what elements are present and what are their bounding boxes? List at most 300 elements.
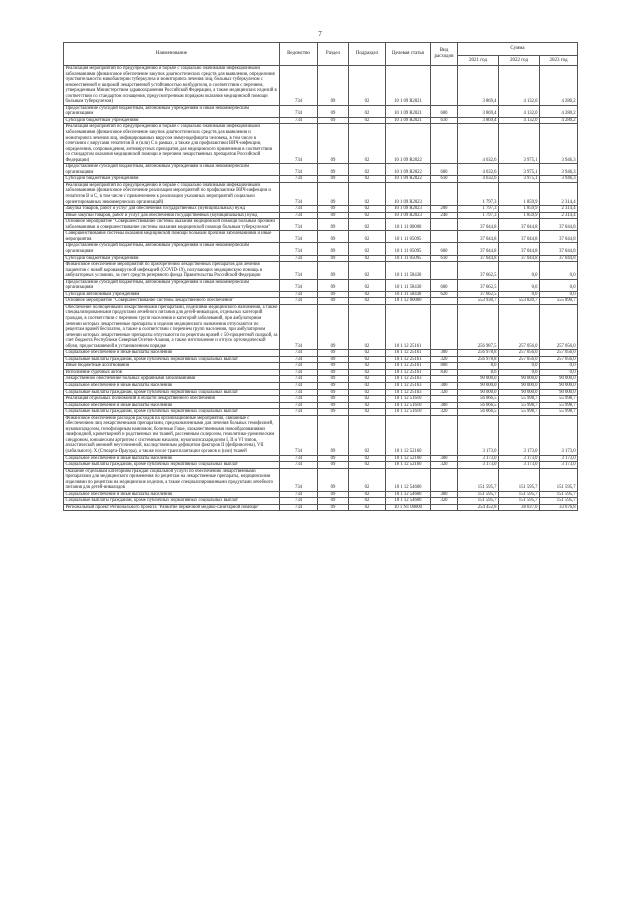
cell-2023: 3 946,3 — [540, 176, 578, 183]
cell-dept: 734 — [280, 389, 318, 396]
cell-2023: 55 998,7 — [540, 402, 578, 409]
cell-dept: 734 — [280, 304, 318, 349]
cell-name: Предоставление субсидий бюджетным, автономным учреждениям и иным некоммерческим организациям — [64, 243, 280, 255]
cell-type: 600 — [431, 279, 458, 291]
cell-section: 09 — [318, 182, 349, 205]
cell-subsection: 02 — [349, 219, 386, 231]
header-row — [64, 43, 578, 56]
cell-name: Закупка товаров, работ и услуг для обеспечения государственных (муниципальных) нужд — [64, 206, 280, 213]
cell-2021: 3 869,4 — [458, 105, 499, 117]
budget-table — [63, 42, 578, 511]
header-section: Раздел — [318, 43, 349, 66]
cell-2023: 2 314,4 — [540, 212, 578, 219]
cell-section: 09 — [318, 455, 349, 462]
cell-2023: 0,0 — [540, 262, 578, 280]
cell-section: 09 — [318, 206, 349, 213]
cell-type — [431, 504, 458, 511]
cell-2021: 254 452,8 — [458, 504, 499, 511]
cell-name: Исполнение судебных актов — [64, 369, 280, 376]
cell-target: 10 1 12 54600 — [386, 491, 431, 498]
cell-name: Социальное обеспечение и иные выплаты населению — [64, 350, 280, 357]
cell-target: 10 1 12 54600 — [386, 498, 431, 505]
cell-2021: 256 978,8 — [458, 356, 499, 363]
cell-dept: 734 — [280, 455, 318, 462]
cell-dept: 734 — [280, 262, 318, 280]
cell-type: 600 — [431, 243, 458, 255]
cell-2022: 37 044,8 — [499, 231, 540, 243]
cell-2022: 55 998,7 — [499, 402, 540, 409]
cell-dept: 734 — [280, 396, 318, 403]
cell-subsection: 02 — [349, 212, 386, 219]
cell-2022: 257 056,0 — [499, 304, 540, 349]
cell-subsection: 02 — [349, 468, 386, 491]
cell-name: Субсидии автономным учреждениям — [64, 291, 280, 298]
cell-section: 09 — [318, 291, 349, 298]
table-row — [64, 415, 578, 455]
cell-2021: 37 044,8 — [458, 231, 499, 243]
cell-subsection: 02 — [349, 462, 386, 469]
cell-2022: 1 859,9 — [499, 212, 540, 219]
cell-2021: 90 000,0 — [458, 382, 499, 389]
cell-target: 10 1 12 25163 — [386, 382, 431, 389]
cell-name: Социальное обеспечение и иные выплаты населению — [64, 491, 280, 498]
cell-dept: 734 — [280, 291, 318, 298]
cell-subsection: 02 — [349, 105, 386, 117]
cell-section: 09 — [318, 279, 349, 291]
cell-2023: 55 998,7 — [540, 409, 578, 416]
cell-type: 600 — [431, 105, 458, 117]
cell-name: Предоставление субсидий бюджетным, автономным учреждениям и иным некоммерческим организациям — [64, 279, 280, 291]
cell-dept: 734 — [280, 504, 318, 511]
cell-subsection: 02 — [349, 389, 386, 396]
cell-2021: 151 595,7 — [458, 491, 499, 498]
cell-2021: 4 632,6 — [458, 164, 499, 176]
table-row — [64, 243, 578, 255]
cell-2023: 4 280,2 — [540, 117, 578, 124]
table-row — [64, 304, 578, 349]
cell-subsection: 02 — [349, 396, 386, 403]
cell-name: Финансовое обеспечение мероприятий по приобретению лекарственных препаратов для лечения пациентов с новой коронавирусной инфекцией (COVID-19), получающих медицинскую помощь в амбулаторных условиях, за счет средств резервного фонда Правительства Российской Федерации — [64, 262, 280, 280]
header-type: Вид расходов — [431, 43, 458, 66]
cell-2023: 555 890,7 — [540, 298, 578, 305]
cell-dept: 734 — [280, 212, 318, 219]
cell-section: 09 — [318, 468, 349, 491]
cell-type: 320 — [431, 356, 458, 363]
table-row — [64, 504, 578, 511]
cell-name: Социальное обеспечение и иные выплаты населению — [64, 455, 280, 462]
cell-type: 320 — [431, 409, 458, 416]
cell-type: 600 — [431, 164, 458, 176]
header-name: Наименование — [64, 43, 280, 66]
table-row — [64, 279, 578, 291]
cell-2023: 257 056,0 — [540, 356, 578, 363]
cell-target: 10 1 12 52160 — [386, 462, 431, 469]
header-target: Целевая статья — [386, 43, 431, 66]
cell-2021: 37 662,5 — [458, 291, 499, 298]
cell-section: 09 — [318, 231, 349, 243]
cell-2021: 37 044,8 — [458, 219, 499, 231]
cell-section: 09 — [318, 363, 349, 370]
table-row — [64, 124, 578, 164]
cell-2022: 3 975,1 — [499, 164, 540, 176]
cell-2021: 151 595,7 — [458, 498, 499, 505]
cell-target: 10 1 09 R2021 — [386, 105, 431, 117]
cell-dept: 734 — [280, 206, 318, 213]
cell-2023: 37 044,8 — [540, 231, 578, 243]
cell-target: 10 1 09 R2023 — [386, 182, 431, 205]
cell-name: Предоставление субсидий бюджетным, автономным учреждениям и иным некоммерческим организациям — [64, 164, 280, 176]
cell-name: Субсидии бюджетным учреждениям — [64, 117, 280, 124]
cell-type: 320 — [431, 462, 458, 469]
cell-name: Субсидии бюджетным учреждениям — [64, 255, 280, 262]
cell-subsection: 02 — [349, 231, 386, 243]
cell-section: 09 — [318, 117, 349, 124]
cell-2022: 3 975,1 — [499, 176, 540, 183]
cell-2023: 3 173,0 — [540, 415, 578, 455]
cell-section: 09 — [318, 124, 349, 164]
cell-subsection: 02 — [349, 350, 386, 357]
cell-2021: 256 987,5 — [458, 304, 499, 349]
cell-target: 10 1 09 R2022 — [386, 176, 431, 183]
cell-type: 610 — [431, 117, 458, 124]
cell-section: 09 — [318, 396, 349, 403]
cell-dept: 734 — [280, 182, 318, 205]
cell-2023: 4 280,2 — [540, 105, 578, 117]
cell-2021: 553 930,7 — [458, 298, 499, 305]
cell-2023: 2 314,4 — [540, 206, 578, 213]
cell-2022: 1 859,9 — [499, 182, 540, 205]
cell-name: Реализация мероприятий по предупреждению и борьбе с социально значимыми инфекционными заболеваниями (финансовое обеспечение закупок диагностических средств для выявления и мониторинга лечения лиц, инфицированных вирусом иммунодефицита человека, в том числе в сочетании с вирусами гепатитов B и (или) C в рамках, а также для профилактики ВИЧ-инфекции, определения, сопровождения, антивирусных препаратов для медицинского применения в соответствии со стандартом оказания медицинской помощи и перечнем лекарственных препаратов Российской Федерации) — [64, 124, 280, 164]
cell-name: Обеспечение полноценными лекарственными препаратами, изделиями медицинского назначения, а также специализированными продуктами лечебного питания для детей-инвалидов, отдельных категорий граждан, в соответствии с перечнем групп населения и категорий заболеваний, при амбулаторном лечении которых лекарственные препараты и изделия медицинского назначения отпускаются по рецептам врачей бесплатно, а также в соответствии с перечнем групп населения, при амбулаторном лечении которых лекарственные препараты отпускаются по рецептам врачей с 50-процентной скидкой, за счет бюджета Республики Северная Осетия-Алания, а также изготовление и отпуск ортопедической обуви, предоставляемой в установленном порядке — [65, 304, 278, 349]
cell-2021: 4 632,6 — [458, 176, 499, 183]
cell-2022: 37 044,8 — [499, 243, 540, 255]
cell-section: 09 — [318, 402, 349, 409]
cell-2021: 56 066,5 — [458, 409, 499, 416]
cell-target: 10 1 12 51610 — [386, 409, 431, 416]
cell-name: Лекарственное обеспечение больных орфанными заболеваниями — [64, 376, 280, 383]
cell-subsection: 02 — [349, 176, 386, 183]
cell-2022: 0,0 — [499, 363, 540, 370]
cell-section: 09 — [318, 243, 349, 255]
cell-name: Региональный проект Регионального проекта "Развитие первичной медико-санитарной помощи" — [64, 504, 280, 511]
cell-dept: 734 — [280, 298, 318, 305]
cell-2022: 3 173,0 — [499, 455, 540, 462]
cell-2022: 55 998,7 — [499, 396, 540, 403]
cell-name: Предоставление субсидий бюджетным, автономным учреждениям и иным некоммерческим организациям — [64, 105, 280, 117]
cell-type: 200 — [431, 206, 458, 213]
cell-target: 10 1 12 25161 — [386, 304, 431, 349]
cell-2023: 3 946,3 — [540, 164, 578, 176]
cell-name: Субсидии бюджетным учреждениям — [64, 176, 280, 183]
cell-2022: 0,0 — [499, 262, 540, 280]
cell-2021: 56 066,5 — [458, 402, 499, 409]
cell-2022: 257 056,0 — [499, 356, 540, 363]
cell-2022: 257 056,0 — [499, 350, 540, 357]
cell-type: 610 — [431, 255, 458, 262]
cell-2022: 37 044,8 — [499, 255, 540, 262]
cell-dept: 734 — [280, 176, 318, 183]
cell-target: 10 1 11 58430 — [386, 279, 431, 291]
cell-2021: 256 978,8 — [458, 350, 499, 357]
cell-2021: 3 869,4 — [458, 66, 499, 106]
cell-2023: 2 314,4 — [540, 182, 578, 205]
cell-dept: 734 — [280, 369, 318, 376]
cell-section: 09 — [318, 415, 349, 455]
cell-target: 10 1 N1 00000 — [386, 504, 431, 511]
cell-type: 300 — [431, 455, 458, 462]
cell-2021: 8,6 — [458, 369, 499, 376]
cell-2022: 4 132,0 — [499, 105, 540, 117]
cell-subsection: 02 — [349, 369, 386, 376]
cell-type — [431, 66, 458, 106]
cell-2023: 37 044,8 — [540, 243, 578, 255]
cell-section: 09 — [318, 212, 349, 219]
cell-2022: 4 132,0 — [499, 66, 540, 106]
cell-name: Социальное обеспечение и иные выплаты населению — [64, 382, 280, 389]
cell-2023: 0,0 — [540, 279, 578, 291]
table-body — [64, 66, 578, 511]
cell-type: 300 — [431, 382, 458, 389]
cell-2023: 0,0 — [540, 363, 578, 370]
cell-section: 09 — [318, 298, 349, 305]
cell-2023: 90 000,0 — [540, 389, 578, 396]
cell-2023: 33 676,8 — [540, 504, 578, 511]
cell-type — [431, 304, 458, 349]
cell-target: 10 1 09 R2021 — [386, 117, 431, 124]
cell-2021: 8,6 — [458, 363, 499, 370]
cell-target: 10 1 12 52160 — [386, 415, 431, 455]
cell-target: 10 1 09 R2023 — [386, 212, 431, 219]
cell-2022: 0,0 — [499, 291, 540, 298]
cell-dept: 734 — [280, 382, 318, 389]
table-row — [64, 105, 578, 117]
cell-section: 09 — [318, 369, 349, 376]
cell-subsection: 02 — [349, 243, 386, 255]
cell-2022: 55 998,7 — [499, 409, 540, 416]
cell-section: 09 — [318, 498, 349, 505]
cell-name: Финансовое обеспечение расходов расходов на организационные мероприятия, связанные с обеспечением лиц лекарственными препаратами, предназначенными для лечения больных гемофилией, муковисцидозом, гипофизарным нанизмом, болезнью Гоше, злокачественными новообразованиями лимфоидной, кроветворной и родственных им тканей, рассеянным склерозом, гемолитико-уремическим синдромом, юношеским артритом с системным началом, мукополисахаридозом I, II и VI типов, апластической анемией неуточненной, наследственным дефицитом факторов II (фибриногена), VII (лабильного), X (Стюарта-Прауэра), а также после трансплантации органов и (или) тканей — [64, 415, 280, 455]
cell-name: Реализация мероприятий по предупреждению и борьбе с социально значимыми инфекционными заболеваниями (финансовое обеспечение закупок диагностических средств для выявления, определения чувствительности микобактерии туберкулеза и мониторинга лечения лиц, больных туберкулезом с множественной и широкой лекарственной устойчивостью возбудителя, в соответствии с перечнем, утвержденным Министерством здравоохранения Российской Федерации, а также медицинских изделий в соответствии со стандартом оснащения, предусмотренным порядком оказания медицинской помощи больным туберкулезом) — [64, 66, 280, 106]
cell-dept: 734 — [280, 164, 318, 176]
cell-target: 10 1 12 25161 — [386, 369, 431, 376]
cell-dept: 734 — [280, 363, 318, 370]
table-row — [64, 468, 578, 491]
table-row — [64, 182, 578, 205]
cell-type: 300 — [431, 402, 458, 409]
cell-subsection: 02 — [349, 455, 386, 462]
cell-dept: 734 — [280, 462, 318, 469]
cell-subsection: 02 — [349, 304, 386, 349]
cell-subsection: 02 — [349, 382, 386, 389]
header-sum: Сумма — [458, 43, 578, 56]
cell-subsection: 02 — [349, 66, 386, 106]
cell-subsection: 02 — [349, 409, 386, 416]
cell-2021: 1 797,3 — [458, 212, 499, 219]
header-year-2021: 2021 год — [458, 56, 499, 66]
cell-2023: 257 056,0 — [540, 304, 578, 349]
cell-2022: 38 037,0 — [499, 504, 540, 511]
cell-name: Реализация мероприятий по предупреждению и борьбе с социально значимыми инфекционными заболеваниями (финансовое обеспечение реализации мероприятий по профилактике ВИЧ-инфекции и гепатитов B и C, в том числе с привлечением к реализации указанных мероприятий социально ориентированных некоммерческих организаций) — [64, 182, 280, 205]
cell-target: 10 1 12 52160 — [386, 455, 431, 462]
cell-2021: 3 173,0 — [458, 462, 499, 469]
cell-section: 09 — [318, 462, 349, 469]
cell-section: 09 — [318, 389, 349, 396]
cell-2021: 37 044,8 — [458, 255, 499, 262]
cell-type — [431, 415, 458, 455]
cell-2021: 1 797,3 — [458, 182, 499, 205]
cell-subsection: 02 — [349, 491, 386, 498]
cell-section: 09 — [318, 262, 349, 280]
cell-2021: 56 066,5 — [458, 396, 499, 403]
cell-dept: 734 — [280, 219, 318, 231]
cell-2022: 37 044,8 — [499, 219, 540, 231]
cell-section: 09 — [318, 409, 349, 416]
cell-type — [431, 262, 458, 280]
cell-dept: 734 — [280, 231, 318, 243]
cell-2023: 3 946,3 — [540, 124, 578, 164]
cell-name: Социальные выплаты гражданам, кроме публичных нормативных социальных выплат — [64, 498, 280, 505]
cell-dept: 734 — [280, 279, 318, 291]
page-number: 7 — [318, 30, 322, 38]
cell-target: 10 1 12 25161 — [386, 350, 431, 357]
cell-subsection: 02 — [349, 356, 386, 363]
cell-name: Социальные выплаты гражданам, кроме публичных нормативных социальных выплат — [64, 356, 280, 363]
cell-target: 10 1 09 R2022 — [386, 124, 431, 164]
cell-target: 10 1 11 00000 — [386, 219, 431, 231]
cell-2022: 0,0 — [499, 369, 540, 376]
cell-dept: 734 — [280, 491, 318, 498]
cell-2021: 37 044,8 — [458, 243, 499, 255]
cell-2023: 151 595,7 — [540, 498, 578, 505]
cell-2021: 3 173,0 — [458, 455, 499, 462]
cell-type: 320 — [431, 389, 458, 396]
cell-subsection: 02 — [349, 498, 386, 505]
header-year-2023: 2023 год — [540, 56, 578, 66]
cell-2022: 3 975,1 — [499, 124, 540, 164]
cell-target: 10 1 12 51610 — [386, 396, 431, 403]
cell-dept: 734 — [280, 255, 318, 262]
cell-subsection: 02 — [349, 402, 386, 409]
cell-name: Социальные выплаты гражданам, кроме публичных нормативных социальных выплат — [64, 409, 280, 416]
cell-target: 10 1 12 00000 — [386, 298, 431, 305]
cell-2022: 151 595,7 — [499, 491, 540, 498]
cell-dept: 734 — [280, 415, 318, 455]
cell-2021: 3 869,4 — [458, 117, 499, 124]
table-row — [64, 66, 578, 106]
cell-target: 10 1 09 R2023 — [386, 206, 431, 213]
cell-type: 800 — [431, 363, 458, 370]
cell-2023: 151 595,7 — [540, 468, 578, 491]
cell-2023: 37 044,8 — [540, 219, 578, 231]
cell-target: 10 1 12 51610 — [386, 402, 431, 409]
cell-name: Оказание отдельным категориям граждан социальной услуги по обеспечению лекарственными препаратами для медицинского применения по рецептам на лекарственные препараты, медицинскими изделиями по рецептам на медицинские изделия, а также специализированными продуктами лечебного питания для детей-инвалидов — [64, 468, 280, 491]
cell-2021: 90 000,0 — [458, 376, 499, 383]
cell-type — [431, 219, 458, 231]
cell-target: 10 1 11 05095 — [386, 255, 431, 262]
table-row — [64, 262, 578, 280]
cell-section: 09 — [318, 219, 349, 231]
cell-section: 09 — [318, 105, 349, 117]
cell-2021: 37 662,5 — [458, 279, 499, 291]
cell-target: 10 1 09 R2022 — [386, 164, 431, 176]
cell-name: Иные бюджетные ассигнования — [64, 363, 280, 370]
cell-section: 09 — [318, 164, 349, 176]
cell-section: 09 — [318, 304, 349, 349]
cell-2023: 55 998,7 — [540, 396, 578, 403]
cell-type — [431, 231, 458, 243]
cell-subsection: 02 — [349, 291, 386, 298]
cell-name: Социальные выплаты гражданам, кроме публичных нормативных социальных выплат — [64, 462, 280, 469]
cell-dept: 734 — [280, 498, 318, 505]
cell-dept: 734 — [280, 350, 318, 357]
cell-section: 09 — [318, 504, 349, 511]
cell-2023: 37 044,8 — [540, 255, 578, 262]
cell-dept: 734 — [280, 105, 318, 117]
cell-dept: 734 — [280, 356, 318, 363]
cell-dept: 734 — [280, 124, 318, 164]
cell-2023: 90 000,0 — [540, 382, 578, 389]
cell-2023: 4 280,2 — [540, 66, 578, 106]
cell-subsection: 02 — [349, 182, 386, 205]
cell-target: 10 1 11 58430 — [386, 291, 431, 298]
cell-section: 09 — [318, 176, 349, 183]
cell-section: 09 — [318, 491, 349, 498]
cell-2023: 257 056,0 — [540, 350, 578, 357]
cell-2021: 90 000,0 — [458, 389, 499, 396]
cell-subsection: 02 — [349, 124, 386, 164]
cell-type: 300 — [431, 350, 458, 357]
cell-subsection: 02 — [349, 262, 386, 280]
cell-subsection: 02 — [349, 255, 386, 262]
cell-subsection: 02 — [349, 164, 386, 176]
cell-target: 10 1 12 54600 — [386, 468, 431, 491]
table-row — [64, 219, 578, 231]
cell-2023: 3 173,0 — [540, 455, 578, 462]
cell-subsection: 02 — [349, 117, 386, 124]
cell-name: Иные закупки товаров, работ и услуг для обеспечения государственных (муниципальных) нужд — [64, 212, 280, 219]
cell-2021: 37 662,5 — [458, 262, 499, 280]
cell-subsection: 02 — [349, 376, 386, 383]
cell-name: Основное мероприятие "Совершенствование системы оказания медицинской помощи больным прочими заболеваниями и совершенствование системы оказания медицинской помощи больным туберкулезом" — [64, 219, 280, 231]
cell-type: 240 — [431, 212, 458, 219]
cell-2022: 0,0 — [499, 279, 540, 291]
cell-subsection: 02 — [349, 415, 386, 455]
cell-2022: 3 173,0 — [499, 462, 540, 469]
cell-2021: 4 632,6 — [458, 124, 499, 164]
cell-2022: 1 859,9 — [499, 206, 540, 213]
cell-type — [431, 468, 458, 491]
cell-type: 300 — [431, 491, 458, 498]
cell-target: 10 1 12 25163 — [386, 389, 431, 396]
cell-type: 320 — [431, 498, 458, 505]
cell-dept: 734 — [280, 66, 318, 106]
cell-dept: 734 — [280, 243, 318, 255]
cell-dept: 734 — [280, 409, 318, 416]
cell-type: 830 — [431, 369, 458, 376]
cell-dept: 734 — [280, 117, 318, 124]
header-year-2022: 2022 год — [499, 56, 540, 66]
cell-section: 09 — [318, 382, 349, 389]
cell-dept: 734 — [280, 376, 318, 383]
cell-2023: 0,0 — [540, 369, 578, 376]
cell-name: Основное мероприятие "Совершенствование системы лекарственного обеспечения" — [64, 298, 280, 305]
cell-2022: 90 000,0 — [499, 389, 540, 396]
cell-dept: 734 — [280, 402, 318, 409]
cell-section: 09 — [318, 66, 349, 106]
cell-target: 10 1 12 25161 — [386, 363, 431, 370]
cell-subsection: 02 — [349, 206, 386, 213]
cell-target: 10 1 11 05095 — [386, 243, 431, 255]
